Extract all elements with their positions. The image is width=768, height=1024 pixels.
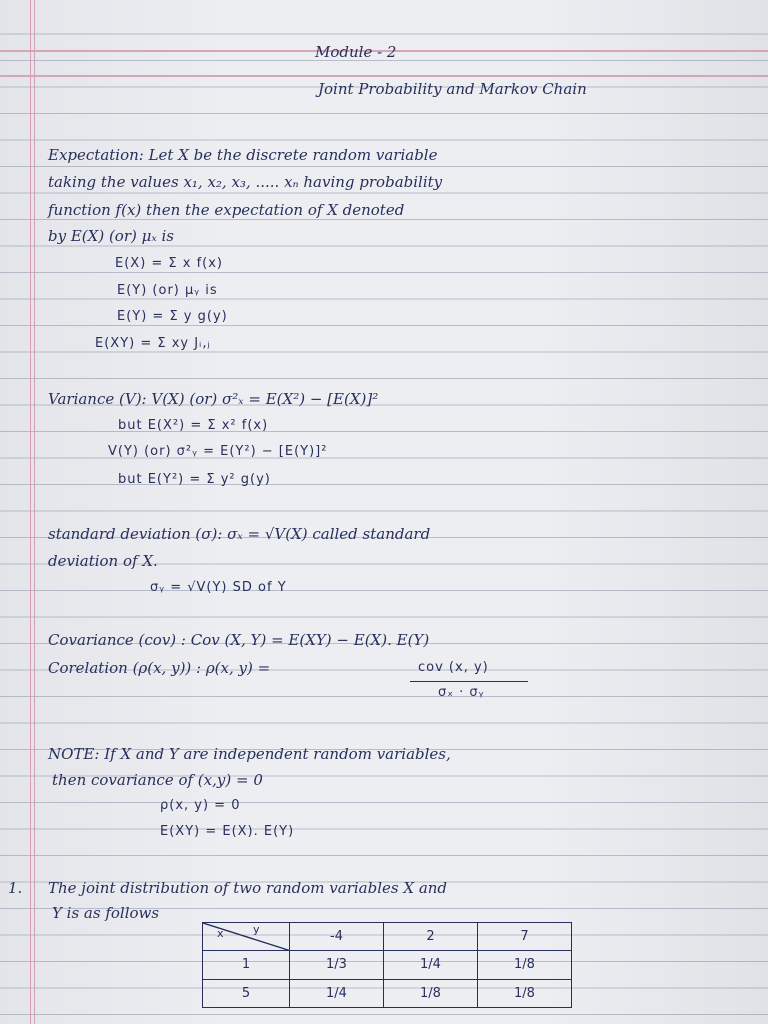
variance-line-4: but E(Y²) = Σ y² g(y)	[118, 472, 271, 487]
joint-distribution-table	[202, 922, 572, 1008]
note-line-3: ρ(x, y) = 0	[160, 798, 241, 813]
note-line-1: NOTE: If X and Y are independent random variables,	[48, 745, 451, 763]
margin-line	[30, 0, 31, 1024]
table-header-row	[203, 923, 572, 951]
subject-title: Joint Probability and Markov Chain	[318, 80, 587, 98]
problem-number: 1.	[8, 879, 23, 897]
std-line-1: standard deviation (σ): σₓ = √V(X) called standard	[48, 525, 431, 543]
table-cell: 1/4	[290, 979, 384, 1007]
table-header-cell: 2	[384, 923, 478, 951]
table-header-cell: -4	[290, 923, 384, 951]
corner-x-label: x	[217, 927, 224, 940]
table-row	[203, 951, 572, 979]
formula-ey: E(Y) = Σ y g(y)	[117, 309, 228, 324]
table-cell: 1/8	[384, 979, 478, 1007]
table-row	[203, 979, 572, 1007]
note-line-4: E(XY) = E(X). E(Y)	[160, 824, 295, 839]
correlation-denominator: σₓ · σᵧ	[438, 685, 485, 700]
table-header-cell: 7	[478, 923, 572, 951]
problem-line-1: The joint distribution of two random variables X and	[48, 879, 448, 897]
expectation-line-4: by E(X) (or) μₓ is	[48, 227, 174, 245]
correlation-numerator: cov (x, y)	[418, 660, 489, 675]
expectation-line-1: Expectation: Let X be the discrete random variable	[48, 146, 438, 164]
table-cell: 1/8	[478, 979, 572, 1007]
std-line-2: deviation of X.	[48, 552, 158, 570]
covariance-line: Covariance (cov) : Cov (X, Y) = E(XY) − E(X). E(Y)	[48, 631, 430, 649]
margin-line	[34, 0, 35, 1024]
variance-line-2: but E(X²) = Σ x² f(x)	[118, 418, 269, 433]
variance-line-1: Variance (V): V(X) (or) σ²ₓ = E(X²) − [E(X)]²	[48, 390, 379, 408]
fraction-bar	[410, 681, 528, 682]
table-cell: 1/8	[478, 951, 572, 979]
expectation-line-2: taking the values x₁, x₂, x₃, ..... xₙ having probability	[48, 173, 443, 191]
corner-y-label: y	[253, 923, 260, 936]
table-corner-cell	[203, 923, 290, 951]
formula-ex: E(X) = Σ x f(x)	[115, 256, 224, 271]
formula-exy: E(XY) = Σ xy Jᵢ,ⱼ	[95, 336, 211, 351]
header-rule	[0, 75, 768, 77]
expectation-line-3: function f(x) then the expectation of X denoted	[48, 201, 405, 219]
table-cell: 1/3	[290, 951, 384, 979]
problem-line-2: Y is as follows	[52, 904, 160, 922]
std-line-3: σᵧ = √V(Y) SD of Y	[150, 580, 287, 595]
table-row-label: 5	[203, 979, 290, 1007]
formula-ey-label: E(Y) (or) μᵧ is	[117, 283, 218, 298]
correlation-line: Corelation (ρ(x, y)) : ρ(x, y) =	[48, 659, 271, 677]
module-title: Module - 2	[315, 43, 397, 61]
note-line-2: then covariance of (x,y) = 0	[52, 771, 263, 789]
table-cell: 1/4	[384, 951, 478, 979]
variance-line-3: V(Y) (or) σ²ᵧ = E(Y²) − [E(Y)]²	[108, 444, 328, 459]
table-row-label: 1	[203, 951, 290, 979]
diagonal-divider	[203, 923, 289, 950]
